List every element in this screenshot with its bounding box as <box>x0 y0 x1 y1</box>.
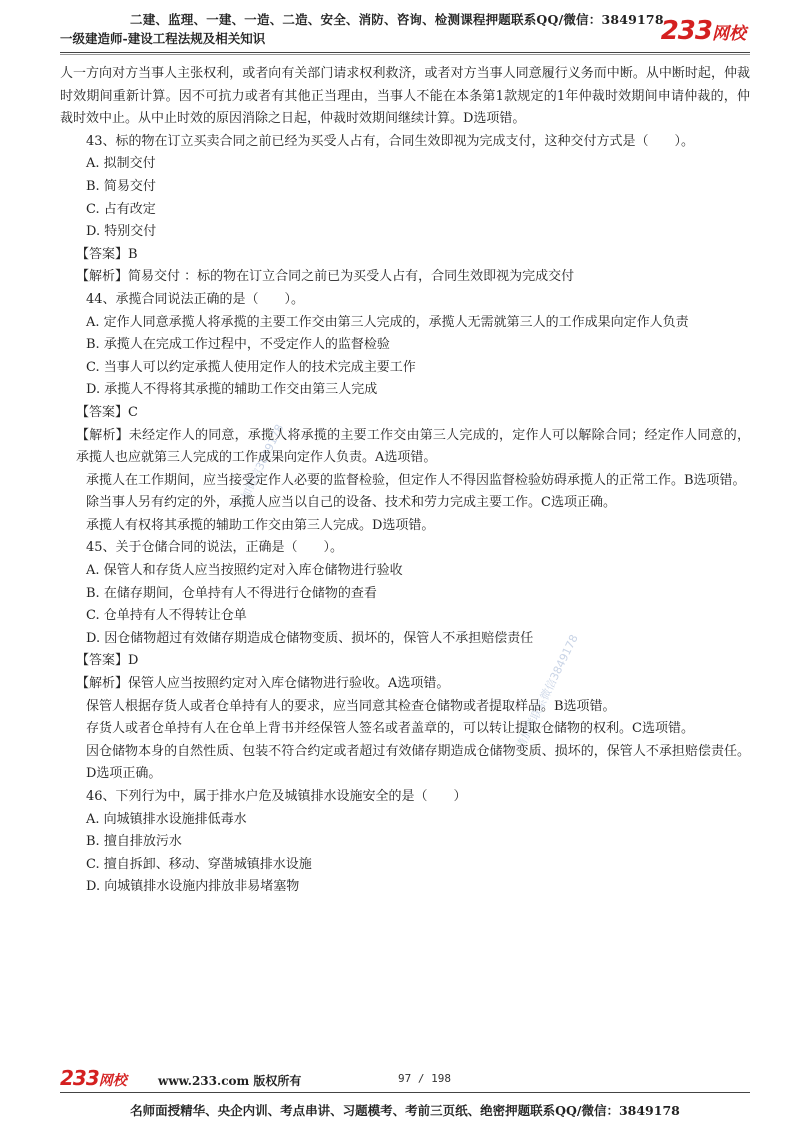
q44-option-c: C. 当事人可以约定承揽人使用定作人的技术完成主要工作 <box>86 359 416 375</box>
q45-analysis-2: 保管人根据存货人或者仓单持有人的要求，应当同意其检查仓储物或者提取样品。B选项错。 <box>86 698 616 714</box>
question-46-stem: 46、下列行为中，属于排水户危及城镇排水设施安全的是（ ） <box>86 789 467 804</box>
q45-option-d: D. 因仓储物超过有效储存期造成仓储物变质、损坏的，保管人不承担赔偿责任 <box>86 630 534 646</box>
brand-logo <box>661 16 746 46</box>
q45-option-a: A. 保管人和存货人应当按照约定对入库仓储物进行验收 <box>86 563 403 579</box>
q46-option-b: B. 擅自排放污水 <box>86 834 182 850</box>
continued-paragraph: 人一方向对方当事人主张权利，或者向有关部门请求权利救济，或者对方当事人同意履行义务而中断。从中断时起，仲裁时效期间重新计算。因不可抗力或者有其他正当理由，当事人不能在本条第1款规定的1年仲裁时效期间申请仲裁的，仲裁时效中止。从中止时效的原因消除之日起，仲裁时效期间继续计算。D选项错。 <box>60 66 750 127</box>
q45-answer: 【答案】D <box>76 653 139 669</box>
footer-slogan: 名师面授精华、央企内训、考点串讲、习题模考、考前三页纸、绝密押题联系QQ/微信：3849178 <box>130 1103 680 1118</box>
watermark-1: 请加微信3849178 <box>233 422 287 512</box>
footer-logo-number: 233 <box>60 1066 99 1090</box>
footer-logo-text: 网校 <box>98 1073 127 1089</box>
footer-logo <box>60 1066 127 1090</box>
q46-option-c: C. 擅自拆卸、移动、穿凿城镇排水设施 <box>86 856 312 872</box>
footer-site-link[interactable]: www.233.com 版权所有 <box>158 1074 302 1088</box>
q46-option-d: D. 向城镇排水设施内排放非易堵塞物 <box>86 879 300 895</box>
q43-answer: 【答案】B <box>76 246 138 262</box>
q43-option-b: B. 简易交付 <box>86 178 156 194</box>
q44-option-a: A. 定作人同意承揽人将承揽的主要工作交由第三人完成的，承揽人无需就第三人的工作成果向定作人负责 <box>86 314 689 330</box>
q46-option-a: A. 向城镇排水设施排低毒水 <box>86 811 247 827</box>
question-45-stem: 45、关于仓储合同的说法，正确是（ ）。 <box>86 540 344 556</box>
page-number: 97 / 198 <box>398 1072 451 1085</box>
q44-option-b: B. 承揽人在完成工作过程中，不受定作人的监督检验 <box>86 337 390 353</box>
q44-analysis-3: 除当事人另有约定的外，承揽人应当以自己的设备、技术和劳力完成主要工作。C选项正确。 <box>86 495 616 511</box>
question-44-stem: 44、承揽合同说法正确的是（ ）。 <box>86 291 305 307</box>
header-divider <box>60 52 750 55</box>
watermark-2: 请加群联系微信3849178 <box>513 632 581 752</box>
q43-option-d: D. 特别交付 <box>86 224 157 240</box>
q43-option-c: C. 占有改定 <box>86 201 156 217</box>
logo-number: 233 <box>660 16 712 46</box>
q44-option-d: D. 承揽人不得将其承揽的辅助工作交由第三人完成 <box>86 382 378 398</box>
header-subject-title: 一级建造师-建设工程法规及相关知识 <box>60 31 266 46</box>
q44-analysis-1: 【解析】未经定作人的同意，承揽人将承揽的主要工作交由第三人完成的，定作人可以解除合同；经定作人同意的，承揽人也应就第三人完成的工作成果向定作人负责。A选项错。 <box>76 427 750 466</box>
q43-option-a: A. 拟制交付 <box>86 156 156 172</box>
question-43-stem: 43、标的物在订立买卖合同之前已经为买受人占有，合同生效即视为完成支付，这种交付方式是（ ）。 <box>86 133 695 149</box>
page-header <box>60 10 750 50</box>
q43-analysis: 【解析】简易交付 ：标的物在订立合同之前已为买受人占有，合同生效即视为完成交付 <box>76 269 575 285</box>
q45-option-b: B. 在储存期间，仓单持有人不得进行仓储物的查看 <box>86 585 377 601</box>
page-footer <box>60 1068 750 1093</box>
logo-text: 网校 <box>712 24 746 44</box>
document-body <box>60 63 750 899</box>
header-contact-line: 二建、监理、一建、一造、二造、安全、消防、咨询、检测课程押题联系QQ/微信：3849178 <box>130 12 664 27</box>
q45-analysis-4: 因仓储物本身的自然性质、包装不符合约定或者超过有效储存期造成仓储物变质、损坏的，保管人不承担赔偿责任。D选项正确。 <box>86 743 750 782</box>
q45-option-c: C. 仓单持有人不得转让仓单 <box>86 608 247 624</box>
q44-answer: 【答案】C <box>76 404 138 420</box>
q44-analysis-4: 承揽人有权将其承揽的辅助工作交由第三人完成。D选项错。 <box>86 517 435 533</box>
q44-analysis-2: 承揽人在工作期间，应当接受定作人必要的监督检验，但定作人不得因监督检验妨碍承揽人的正常工作。B选项错。 <box>86 472 746 488</box>
q45-analysis-1: 【解析】保管人应当按照约定对入库仓储物进行验收。A选项错。 <box>76 676 450 692</box>
q45-analysis-3: 存货人或者仓单持有人在仓单上背书并经保管人签名或者盖章的，可以转让提取仓储物的权利。C选项错。 <box>86 721 694 737</box>
